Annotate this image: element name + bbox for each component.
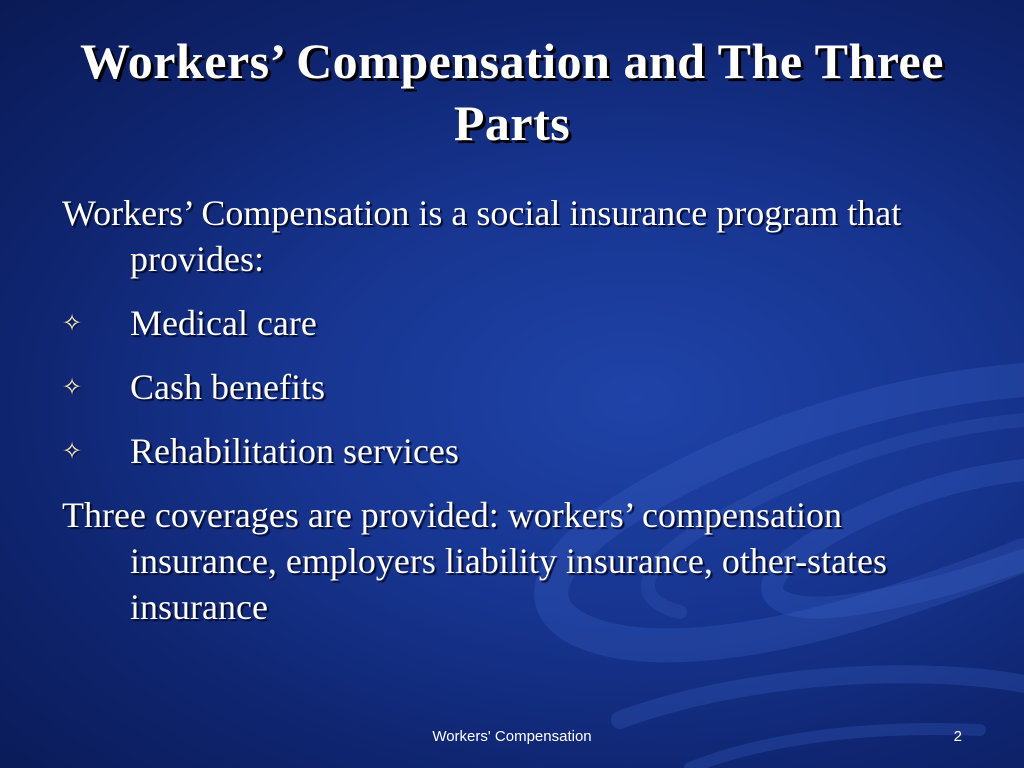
- four-point-star-icon: ✧: [62, 373, 83, 401]
- slide-title: Workers’ Compensation and The Three Parts: [80, 33, 944, 151]
- footer-title: Workers' Compensation: [432, 728, 592, 745]
- intro-paragraph: Workers’ Compensation is a social insurance program that provides:: [62, 193, 902, 279]
- four-point-star-icon: ✧: [62, 309, 83, 337]
- bullet-item-rehabilitation-services: [62, 428, 962, 474]
- bullet-label: Cash benefits: [130, 367, 325, 407]
- slide-body: [62, 190, 962, 648]
- page-number: 2: [953, 728, 962, 745]
- coverages-paragraph: Three coverages are provided: workers’ compensation insurance, employers liability insurance, other-states insurance: [62, 495, 888, 627]
- bullet-item-cash-benefits: [62, 364, 962, 410]
- four-point-star-icon: ✧: [62, 437, 83, 465]
- bullet-item-medical-care: [62, 300, 962, 346]
- bullet-label: Rehabilitation services: [130, 431, 459, 471]
- bullet-label: Medical care: [130, 303, 317, 343]
